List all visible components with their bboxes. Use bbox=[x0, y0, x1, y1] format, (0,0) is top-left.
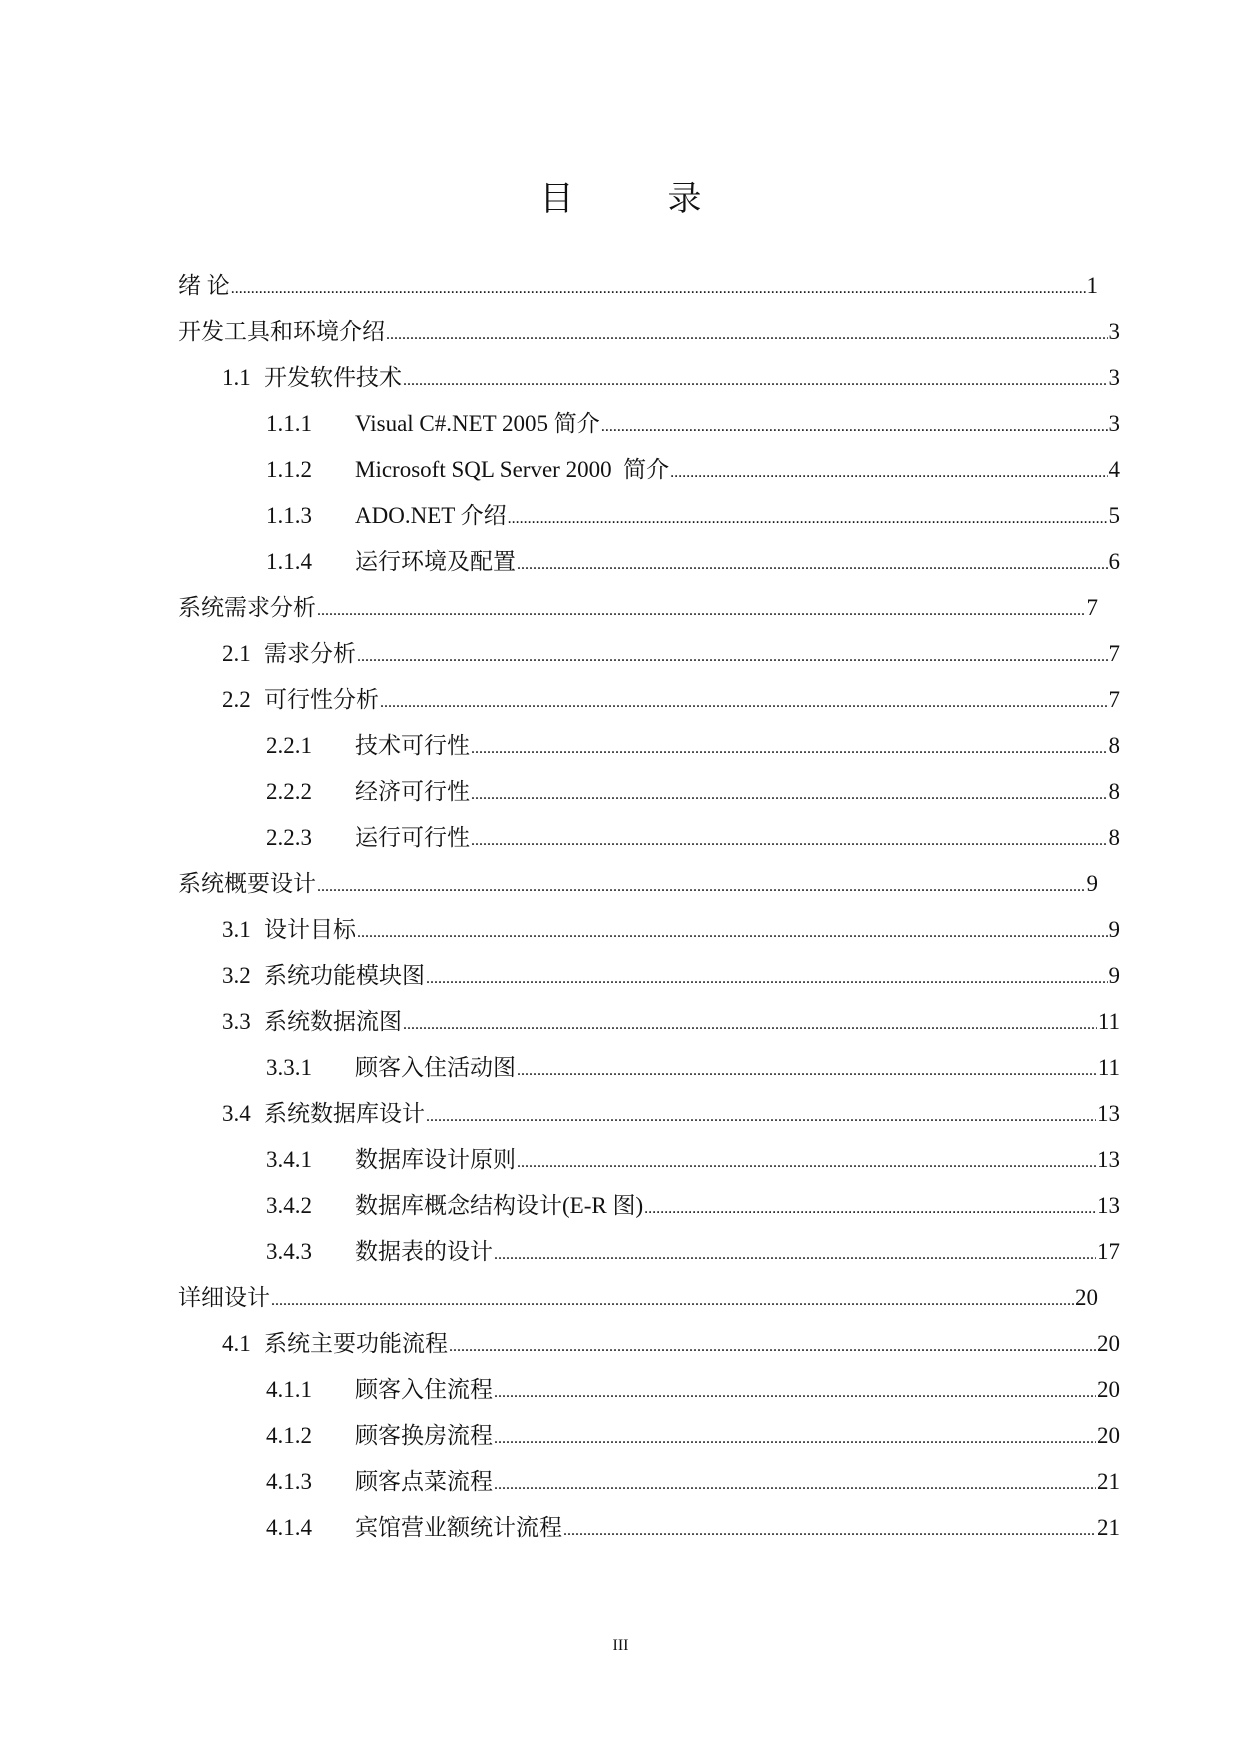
toc-entry-title: 顾客换房流程 bbox=[355, 1423, 493, 1448]
toc-entry[interactable] bbox=[178, 1367, 1120, 1413]
toc-entry-page: 9 bbox=[1086, 871, 1098, 896]
toc-entry[interactable] bbox=[178, 1045, 1120, 1091]
toc-entry[interactable] bbox=[178, 309, 1120, 355]
toc-entry-number: 3.3.1 bbox=[266, 1055, 312, 1080]
toc-entry-title: 开发工具和环境介绍 bbox=[178, 319, 385, 344]
toc-entry-title: 顾客入住流程 bbox=[355, 1377, 493, 1402]
toc-entry-page: 9 bbox=[1108, 917, 1120, 942]
toc-entry[interactable] bbox=[178, 815, 1120, 861]
toc-leader-dots bbox=[508, 496, 1108, 542]
toc-entry[interactable] bbox=[178, 539, 1120, 585]
toc-entry[interactable] bbox=[178, 953, 1120, 999]
toc-leader-dots bbox=[271, 1278, 1074, 1324]
toc-leader-dots bbox=[426, 956, 1108, 1002]
toc-entry[interactable] bbox=[178, 401, 1120, 447]
toc-entry-page: 7 bbox=[1086, 595, 1098, 620]
toc-entry-number: 1.1.2 bbox=[266, 457, 312, 482]
toc-entry-page: 20 bbox=[1097, 1331, 1120, 1356]
toc-entry-number: 3.2 bbox=[222, 963, 251, 988]
toc-leader-dots bbox=[517, 1048, 1097, 1094]
toc-entry-title: ADO.NET 介绍 bbox=[355, 503, 507, 528]
toc-entry-number: 2.2 bbox=[222, 687, 251, 712]
toc-entry-title: 数据库概念结构设计(E-R 图) bbox=[355, 1193, 644, 1218]
toc-entry-title: 技术可行性 bbox=[355, 733, 470, 758]
toc-entry-number: 2.2.3 bbox=[266, 825, 312, 850]
toc-entry-page: 3 bbox=[1108, 365, 1120, 390]
toc-entry-page: 3 bbox=[1108, 319, 1120, 344]
toc-entry-title: 顾客入住活动图 bbox=[355, 1055, 516, 1080]
toc-entry-title: 设计目标 bbox=[264, 917, 356, 942]
toc-leader-dots bbox=[494, 1416, 1096, 1462]
toc-entry[interactable] bbox=[178, 907, 1120, 953]
toc-entry-title: 开发软件技术 bbox=[264, 365, 402, 390]
toc-entry-page: 1 bbox=[1086, 273, 1098, 298]
toc-entry-number: 4.1.1 bbox=[266, 1377, 312, 1402]
toc-entry[interactable] bbox=[178, 585, 1120, 631]
toc-entry[interactable] bbox=[178, 861, 1120, 907]
toc-entry[interactable] bbox=[178, 769, 1120, 815]
toc-leader-dots bbox=[231, 266, 1086, 312]
toc-leader-dots bbox=[449, 1324, 1096, 1370]
toc-entry-number: 1.1 bbox=[222, 365, 251, 390]
toc-entry-page: 17 bbox=[1097, 1239, 1120, 1264]
toc-entry[interactable] bbox=[178, 677, 1120, 723]
toc-entry-number: 3.1 bbox=[222, 917, 251, 942]
toc-leader-dots bbox=[494, 1232, 1096, 1278]
toc-leader-dots bbox=[494, 1462, 1096, 1508]
toc-entry[interactable] bbox=[178, 999, 1120, 1045]
toc-entry-title: 系统需求分析 bbox=[178, 595, 316, 620]
toc-entry-page: 8 bbox=[1108, 733, 1120, 758]
toc-entry-number: 4.1.3 bbox=[266, 1469, 312, 1494]
toc-leader-dots bbox=[317, 588, 1086, 634]
toc-entry-page: 20 bbox=[1075, 1285, 1098, 1310]
toc-entry[interactable] bbox=[178, 1091, 1120, 1137]
toc-entry-title: Visual C#.NET 2005 简介 bbox=[355, 411, 600, 436]
toc-entry-page: 6 bbox=[1108, 549, 1120, 574]
toc-entry-number: 2.1 bbox=[222, 641, 251, 666]
toc-leader-dots bbox=[380, 680, 1108, 726]
toc-entry[interactable] bbox=[178, 493, 1120, 539]
toc-leader-dots bbox=[386, 312, 1108, 358]
toc-leader-dots bbox=[403, 358, 1108, 404]
toc-leader-dots bbox=[563, 1508, 1096, 1554]
page-number: III bbox=[612, 1637, 629, 1654]
toc-entry-page: 4 bbox=[1108, 457, 1120, 482]
toc-entry[interactable] bbox=[178, 355, 1120, 401]
toc-entry-title: 系统功能模块图 bbox=[264, 963, 425, 988]
toc-leader-dots bbox=[471, 772, 1108, 818]
toc-entry-title: 运行可行性 bbox=[355, 825, 470, 850]
toc-entry-number: 3.4.3 bbox=[266, 1239, 312, 1264]
toc-entry-page: 13 bbox=[1097, 1101, 1120, 1126]
page-title: 目 录 bbox=[539, 181, 732, 218]
toc-entry-page: 8 bbox=[1108, 825, 1120, 850]
toc-entry-title: 系统主要功能流程 bbox=[264, 1331, 448, 1356]
toc-entry-title: 经济可行性 bbox=[355, 779, 470, 804]
toc-entry-page: 20 bbox=[1097, 1377, 1120, 1402]
toc-entry-number: 4.1.4 bbox=[266, 1515, 312, 1540]
toc-entry-page: 3 bbox=[1108, 411, 1120, 436]
toc-entry-title: 顾客点菜流程 bbox=[355, 1469, 493, 1494]
toc-entry-title: 数据库设计原则 bbox=[355, 1147, 516, 1172]
toc-leader-dots bbox=[644, 1186, 1096, 1232]
toc-entry-page: 11 bbox=[1097, 1009, 1120, 1034]
toc-leader-dots bbox=[517, 1140, 1096, 1186]
toc-entry[interactable] bbox=[178, 1183, 1120, 1229]
toc-entry-title: 运行环境及配置 bbox=[355, 549, 516, 574]
toc-entry-title: 宾馆营业额统计流程 bbox=[355, 1515, 562, 1540]
toc-entry-title: 绪 论 bbox=[178, 273, 230, 298]
toc-entry-title: 可行性分析 bbox=[264, 687, 379, 712]
toc-entry[interactable] bbox=[178, 1137, 1120, 1183]
toc-entry[interactable] bbox=[178, 1275, 1120, 1321]
toc-entry[interactable] bbox=[178, 1505, 1120, 1551]
toc-entry-number: 2.2.1 bbox=[266, 733, 312, 758]
toc-entry-number: 3.3 bbox=[222, 1009, 251, 1034]
toc-entry-number: 1.1.1 bbox=[266, 411, 312, 436]
toc-entry-page: 8 bbox=[1108, 779, 1120, 804]
toc-entry-page: 11 bbox=[1097, 1055, 1120, 1080]
toc-entry[interactable] bbox=[178, 723, 1120, 769]
toc-leader-dots bbox=[357, 910, 1108, 956]
toc-entry-number: 3.4.2 bbox=[266, 1193, 312, 1218]
toc-leader-dots bbox=[517, 542, 1108, 588]
toc-entry-page: 20 bbox=[1097, 1423, 1120, 1448]
toc-entry-number: 4.1.2 bbox=[266, 1423, 312, 1448]
toc-leader-dots bbox=[471, 726, 1108, 772]
toc-entry-number: 1.1.3 bbox=[266, 503, 312, 528]
toc-entry[interactable] bbox=[178, 631, 1120, 677]
toc-entry[interactable] bbox=[178, 1413, 1120, 1459]
table-of-contents bbox=[178, 263, 1120, 1551]
toc-entry-title: 详细设计 bbox=[178, 1285, 270, 1310]
toc-leader-dots bbox=[357, 634, 1108, 680]
toc-leader-dots bbox=[403, 1002, 1097, 1048]
toc-entry-number: 2.2.2 bbox=[266, 779, 312, 804]
toc-entry-page: 7 bbox=[1108, 687, 1120, 712]
toc-entry-number: 1.1.4 bbox=[266, 549, 312, 574]
toc-entry-page: 9 bbox=[1108, 963, 1120, 988]
toc-leader-dots bbox=[426, 1094, 1096, 1140]
toc-leader-dots bbox=[670, 450, 1107, 496]
toc-entry-title: 系统数据流图 bbox=[264, 1009, 402, 1034]
toc-entry-number: 4.1 bbox=[222, 1331, 251, 1356]
toc-leader-dots bbox=[471, 818, 1108, 864]
toc-entry-title: 数据表的设计 bbox=[355, 1239, 493, 1264]
toc-entry-number: 3.4.1 bbox=[266, 1147, 312, 1172]
toc-entry-title: 系统数据库设计 bbox=[264, 1101, 425, 1126]
toc-leader-dots bbox=[494, 1370, 1096, 1416]
toc-entry-page: 13 bbox=[1097, 1193, 1120, 1218]
toc-entry[interactable] bbox=[178, 447, 1120, 493]
toc-entry-title: 需求分析 bbox=[264, 641, 356, 666]
toc-entry-page: 7 bbox=[1108, 641, 1120, 666]
toc-entry[interactable] bbox=[178, 1459, 1120, 1505]
toc-entry[interactable] bbox=[178, 1321, 1120, 1367]
toc-entry[interactable] bbox=[178, 1229, 1120, 1275]
toc-entry-page: 21 bbox=[1097, 1469, 1120, 1494]
toc-entry-title: 系统概要设计 bbox=[178, 871, 316, 896]
toc-leader-dots bbox=[601, 404, 1108, 450]
toc-entry-page: 5 bbox=[1108, 503, 1120, 528]
toc-entry-title: Microsoft SQL Server 2000 简介 bbox=[355, 457, 670, 482]
toc-entry-page: 21 bbox=[1097, 1515, 1120, 1540]
toc-entry[interactable] bbox=[178, 263, 1120, 309]
toc-entry-number: 3.4 bbox=[222, 1101, 251, 1126]
toc-entry-page: 13 bbox=[1097, 1147, 1120, 1172]
toc-leader-dots bbox=[317, 864, 1086, 910]
